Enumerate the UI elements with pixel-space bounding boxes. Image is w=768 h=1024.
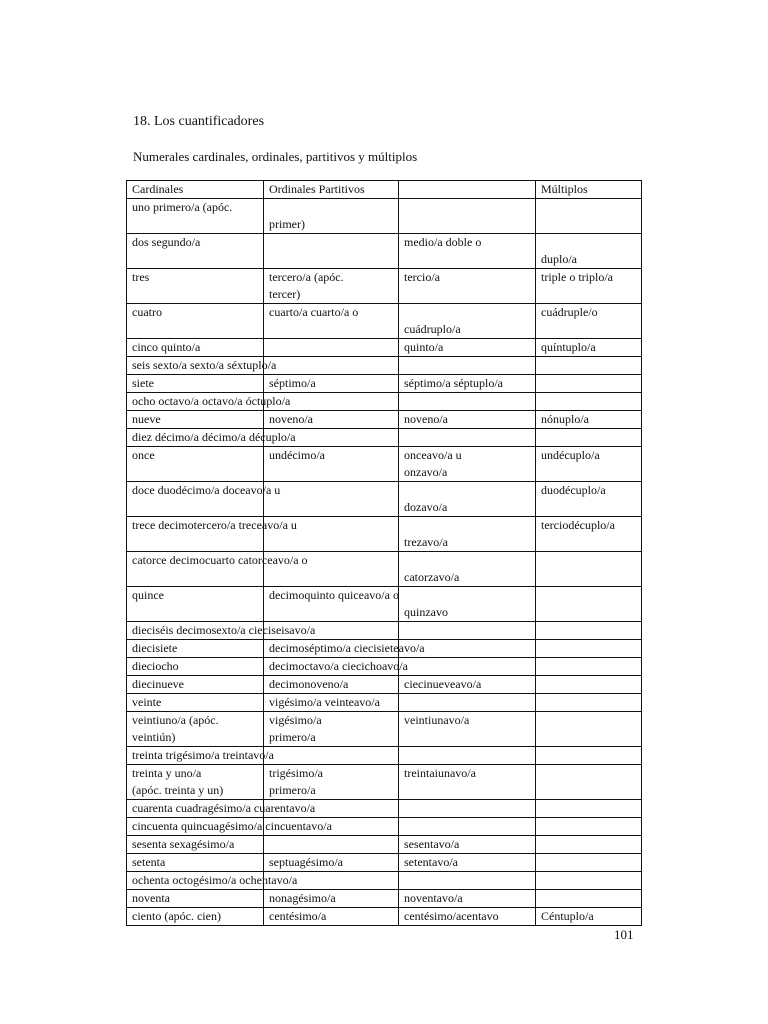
cell-text: trece decimotercero/a treceavo/a u <box>132 518 297 532</box>
cell-text: uno primero/a (apóc. <box>132 200 233 214</box>
partitive-cell <box>399 199 536 234</box>
cardinal-cell <box>127 818 332 836</box>
ordinal-cell <box>264 357 399 375</box>
ordinal-cell <box>264 712 399 747</box>
multiple-cell <box>536 269 642 304</box>
partitive-cell <box>399 854 536 872</box>
column-header <box>127 181 264 199</box>
cell-text: triple o triplo/a <box>541 270 613 284</box>
multiple-cell <box>536 234 642 269</box>
cell-text <box>269 836 393 853</box>
cell-text <box>269 357 393 374</box>
cell-text: seis sexto/a sexto/a séxtuplo/a <box>132 358 277 372</box>
ordinal-cell <box>264 640 425 658</box>
cell-text: diecinueve <box>132 677 184 691</box>
cell-text: vigésimo/a veinteavo/a <box>269 695 380 709</box>
cell-text <box>404 304 530 321</box>
table-row <box>127 552 642 587</box>
table-body <box>127 181 642 926</box>
cell-text <box>404 199 530 216</box>
multiple-cell <box>536 552 642 587</box>
cardinal-cell <box>127 658 264 676</box>
cell-text <box>541 818 636 835</box>
table-row <box>127 818 642 836</box>
ordinal-cell <box>264 747 399 765</box>
cell-text: trezavo/a <box>404 535 448 549</box>
partitive-cell <box>399 411 536 429</box>
table-row <box>127 269 642 304</box>
cardinal-cell <box>127 854 264 872</box>
table-row <box>127 375 642 393</box>
cell-text: quinzavo <box>404 605 448 619</box>
cardinal-cell <box>127 836 264 854</box>
partitive-cell <box>399 339 536 357</box>
table-row <box>127 694 642 712</box>
cardinal-cell <box>127 622 316 640</box>
table-row <box>127 836 642 854</box>
partitive-cell <box>399 552 536 587</box>
table-row <box>127 517 642 552</box>
cell-text: primer) <box>269 217 305 231</box>
cell-text <box>269 747 393 764</box>
cell-text: primero/a <box>269 730 316 744</box>
cell-text: doce duodécimo/a doceavo/a u <box>132 483 281 497</box>
cell-text <box>404 357 530 374</box>
ordinal-cell <box>264 658 408 676</box>
cardinal-cell <box>127 800 316 818</box>
cardinal-cell <box>127 517 297 552</box>
cell-text: setentavo/a <box>404 855 458 869</box>
cell-text: quíntuplo/a <box>541 340 596 354</box>
table-row <box>127 304 642 339</box>
partitive-cell <box>399 712 536 747</box>
table-header-row <box>127 181 642 199</box>
cell-text <box>541 622 636 639</box>
cell-text <box>541 552 636 569</box>
cell-text: cuarenta cuadragésimo/a cuarentavo/a <box>132 801 316 815</box>
cell-text: decimonoveno/a <box>269 677 349 691</box>
ordinal-cell <box>264 765 399 800</box>
cell-text: veintiuno/a (apóc. <box>132 713 219 727</box>
cell-text <box>541 676 636 693</box>
cell-text: quinto/a <box>404 340 444 354</box>
table-row <box>127 640 642 658</box>
cell-text <box>404 429 530 446</box>
table-row <box>127 908 642 926</box>
cell-text <box>541 587 636 604</box>
cell-text: cuarto/a cuarto/a o <box>269 305 359 319</box>
table-row <box>127 747 642 765</box>
cell-text: undécuplo/a <box>541 448 600 462</box>
multiple-cell <box>536 517 642 552</box>
cell-text <box>404 181 530 198</box>
cell-text <box>269 234 393 251</box>
cell-text <box>541 640 636 657</box>
table-row <box>127 482 642 517</box>
cell-text: nueve <box>132 412 161 426</box>
table-row <box>127 712 642 747</box>
section-title: 18. Los cuantificadores <box>133 114 265 129</box>
partitive-cell <box>399 622 536 640</box>
partitive-cell <box>399 234 536 269</box>
cardinal-cell <box>127 339 264 357</box>
cell-text <box>541 375 636 392</box>
cell-text <box>541 199 636 216</box>
table-row <box>127 765 642 800</box>
column-header <box>536 181 642 199</box>
cell-text <box>404 694 530 711</box>
table-row <box>127 393 642 411</box>
table-row <box>127 357 642 375</box>
cell-text <box>404 587 530 604</box>
cell-text <box>541 872 636 889</box>
partitive-cell <box>399 482 536 517</box>
ordinal-cell <box>264 234 399 269</box>
cell-text: cuádruplo/a <box>404 322 461 336</box>
ordinal-cell <box>264 375 399 393</box>
cell-text: duplo/a <box>541 252 577 266</box>
cell-text: Ordinales Partitivos <box>269 182 365 196</box>
table-row <box>127 872 642 890</box>
multiple-cell <box>536 411 642 429</box>
multiple-cell <box>536 587 642 622</box>
cardinal-cell <box>127 447 264 482</box>
table-row <box>127 447 642 482</box>
multiple-cell <box>536 357 642 375</box>
ordinal-cell <box>264 482 399 517</box>
multiple-cell <box>536 765 642 800</box>
cardinal-cell <box>127 552 308 587</box>
multiple-cell <box>536 712 642 747</box>
cell-text: ciento (apóc. cien) <box>132 909 221 923</box>
cell-text <box>541 890 636 907</box>
cardinal-cell <box>127 393 291 411</box>
cell-text: ochenta octogésimo/a ochentavo/a <box>132 873 298 887</box>
cell-text: Cardinales <box>132 182 184 196</box>
cell-text <box>541 658 636 675</box>
cell-text: sesentavo/a <box>404 837 460 851</box>
ordinal-cell <box>264 890 399 908</box>
cell-text: diez décimo/a décimo/a décuplo/a <box>132 430 296 444</box>
cell-text: treinta trigésimo/a treintavo/a <box>132 748 274 762</box>
cardinal-cell <box>127 411 264 429</box>
multiple-cell <box>536 622 642 640</box>
cardinal-cell <box>127 712 264 747</box>
cell-text <box>541 429 636 446</box>
partitive-cell <box>399 429 536 447</box>
cell-text: treinta y uno/a <box>132 766 202 780</box>
multiple-cell <box>536 447 642 482</box>
multiple-cell <box>536 854 642 872</box>
column-header <box>264 181 399 199</box>
table-row <box>127 587 642 622</box>
multiple-cell <box>536 640 642 658</box>
table-row <box>127 676 642 694</box>
cell-text: veintiún) <box>132 730 176 744</box>
cell-text: cincuenta quincuagésimo/a cincuentavo/a <box>132 819 332 833</box>
cell-text <box>541 357 636 374</box>
multiple-cell <box>536 890 642 908</box>
cell-text: dieciocho <box>132 659 179 673</box>
cardinal-cell <box>127 357 277 375</box>
partitive-cell <box>399 587 536 622</box>
cell-text <box>541 694 636 711</box>
partitive-cell <box>399 872 536 890</box>
ordinal-cell <box>264 304 399 339</box>
cell-text: medio/a doble o <box>404 235 482 249</box>
cell-text: dieciséis decimosexto/a cieciseisavo/a <box>132 623 316 637</box>
cell-text: nonagésimo/a <box>269 891 336 905</box>
multiple-cell <box>536 694 642 712</box>
multiple-cell <box>536 800 642 818</box>
table-row <box>127 339 642 357</box>
cell-text: centésimo/a <box>269 909 327 923</box>
page-number: 101 <box>614 927 634 942</box>
ordinal-cell <box>264 908 399 926</box>
multiple-cell <box>536 429 642 447</box>
section-subtitle: Numerales cardinales, ordinales, partitivos y múltiplos <box>133 149 418 164</box>
partitive-cell <box>399 836 536 854</box>
ordinal-cell <box>264 269 399 304</box>
cell-text: séptimo/a <box>269 376 316 390</box>
table-row <box>127 234 642 269</box>
cardinal-cell <box>127 304 264 339</box>
partitive-cell <box>399 747 536 765</box>
partitive-cell <box>399 517 536 552</box>
cell-text <box>404 622 530 639</box>
cell-text: decimoctavo/a ciecichoavo/a <box>269 659 408 673</box>
cell-text: tres <box>132 270 150 284</box>
table-row <box>127 199 642 234</box>
ordinal-cell <box>264 676 399 694</box>
partitive-cell <box>399 304 536 339</box>
cell-text: Múltiplos <box>541 182 588 196</box>
cell-text: terciodécuplo/a <box>541 518 615 532</box>
cell-text: cuádruple/o <box>541 305 598 319</box>
cell-text: quince <box>132 588 164 602</box>
partitive-cell <box>399 447 536 482</box>
cell-text <box>404 800 530 817</box>
cell-text: tercer) <box>269 287 301 301</box>
multiple-cell <box>536 908 642 926</box>
cell-text: séptimo/a séptuplo/a <box>404 376 503 390</box>
partitive-cell <box>399 269 536 304</box>
cell-text: diecisiete <box>132 641 178 655</box>
partitive-cell <box>399 765 536 800</box>
cardinal-cell <box>127 587 264 622</box>
cell-text: noveno/a <box>404 412 448 426</box>
cell-text: decimoquinto quiceavo/a o <box>269 588 399 602</box>
cell-text: Céntuplo/a <box>541 909 594 923</box>
cell-text <box>404 658 530 675</box>
cell-text: noveno/a <box>269 412 313 426</box>
cell-text <box>404 517 530 534</box>
cell-text: trigésimo/a <box>269 766 323 780</box>
cardinal-cell <box>127 676 264 694</box>
multiple-cell <box>536 818 642 836</box>
cell-text: onzavo/a <box>404 465 448 479</box>
multiple-cell <box>536 872 642 890</box>
numerals-table <box>126 180 642 926</box>
cell-text <box>269 199 393 216</box>
cell-text <box>404 818 530 835</box>
ordinal-cell <box>264 447 399 482</box>
table-row <box>127 890 642 908</box>
cell-text: onceavo/a u <box>404 448 462 462</box>
cell-text: tercio/a <box>404 270 440 284</box>
cell-text <box>404 872 530 889</box>
cell-text <box>541 234 636 251</box>
cell-text <box>269 482 393 499</box>
multiple-cell <box>536 836 642 854</box>
cell-text <box>541 765 636 782</box>
table-row <box>127 411 642 429</box>
table-row <box>127 658 642 676</box>
multiple-cell <box>536 676 642 694</box>
partitive-cell <box>399 908 536 926</box>
cell-text: treintaiunavo/a <box>404 766 476 780</box>
cardinal-cell <box>127 890 264 908</box>
cell-text: cuatro <box>132 305 162 319</box>
cell-text <box>404 747 530 764</box>
partitive-cell <box>399 393 536 411</box>
cell-text <box>541 747 636 764</box>
cell-text: setenta <box>132 855 166 869</box>
cell-text: primero/a <box>269 783 316 797</box>
cell-text: dozavo/a <box>404 500 448 514</box>
cell-text: sesenta sexagésimo/a <box>132 837 235 851</box>
multiple-cell <box>536 658 642 676</box>
cell-text <box>269 339 393 356</box>
partitive-cell <box>399 676 536 694</box>
cardinal-cell <box>127 908 264 926</box>
cell-text <box>541 712 636 729</box>
partitive-cell <box>399 890 536 908</box>
cell-text: noventavo/a <box>404 891 463 905</box>
cell-text <box>404 482 530 499</box>
cardinal-cell <box>127 872 298 890</box>
cell-text: decimoséptimo/a ciecisieteavo/a <box>269 641 425 655</box>
ordinal-cell <box>264 339 399 357</box>
cell-text: catorce decimocuarto catorceavo/a o <box>132 553 308 567</box>
cell-text: centésimo/acentavo <box>404 909 499 923</box>
multiple-cell <box>536 199 642 234</box>
cardinal-cell <box>127 429 296 447</box>
ordinal-cell <box>264 587 399 622</box>
cardinal-cell <box>127 640 264 658</box>
ordinal-cell <box>264 854 399 872</box>
cell-text: once <box>132 448 155 462</box>
cardinal-cell <box>127 694 264 712</box>
cell-text: duodécuplo/a <box>541 483 606 497</box>
table-row <box>127 622 642 640</box>
cardinal-cell <box>127 482 281 517</box>
partitive-cell <box>399 694 536 712</box>
cell-text: veinte <box>132 695 162 709</box>
cell-text <box>541 854 636 871</box>
cardinal-cell <box>127 375 264 393</box>
cell-text: noventa <box>132 891 170 905</box>
table-row <box>127 854 642 872</box>
cell-text: nónuplo/a <box>541 412 589 426</box>
cell-text: (apóc. treinta y un) <box>132 783 224 797</box>
partitive-cell <box>399 375 536 393</box>
cell-text: veintiunavo/a <box>404 713 470 727</box>
cardinal-cell <box>127 269 264 304</box>
multiple-cell <box>536 747 642 765</box>
cell-text: cinco quinto/a <box>132 340 201 354</box>
cardinal-cell <box>127 234 264 269</box>
cardinal-cell <box>127 747 274 765</box>
cell-text <box>541 836 636 853</box>
multiple-cell <box>536 339 642 357</box>
cell-text <box>404 393 530 410</box>
multiple-cell <box>536 393 642 411</box>
cell-text <box>541 393 636 410</box>
cell-text: catorzavo/a <box>404 570 460 584</box>
cell-text: ocho octavo/a octavo/a óctuplo/a <box>132 394 291 408</box>
cell-text <box>541 800 636 817</box>
column-header <box>399 181 536 199</box>
cell-text: undécimo/a <box>269 448 325 462</box>
cell-text <box>404 552 530 569</box>
ordinal-cell <box>264 836 399 854</box>
cardinal-cell <box>127 765 264 800</box>
partitive-cell <box>399 357 536 375</box>
ordinal-cell <box>264 694 399 712</box>
cell-text: dos segundo/a <box>132 235 201 249</box>
cell-text: vigésimo/a <box>269 713 322 727</box>
cardinal-cell <box>127 199 264 234</box>
cell-text: septuagésimo/a <box>269 855 343 869</box>
partitive-cell <box>399 800 536 818</box>
ordinal-cell <box>264 411 399 429</box>
multiple-cell <box>536 482 642 517</box>
cell-text: tercero/a (apóc. <box>269 270 344 284</box>
cell-text: siete <box>132 376 154 390</box>
multiple-cell <box>536 304 642 339</box>
table-row <box>127 800 642 818</box>
multiple-cell <box>536 375 642 393</box>
cell-text: ciecinueveavo/a <box>404 677 482 691</box>
ordinal-cell <box>264 199 399 234</box>
partitive-cell <box>399 658 536 676</box>
partitive-cell <box>399 818 536 836</box>
table-row <box>127 429 642 447</box>
